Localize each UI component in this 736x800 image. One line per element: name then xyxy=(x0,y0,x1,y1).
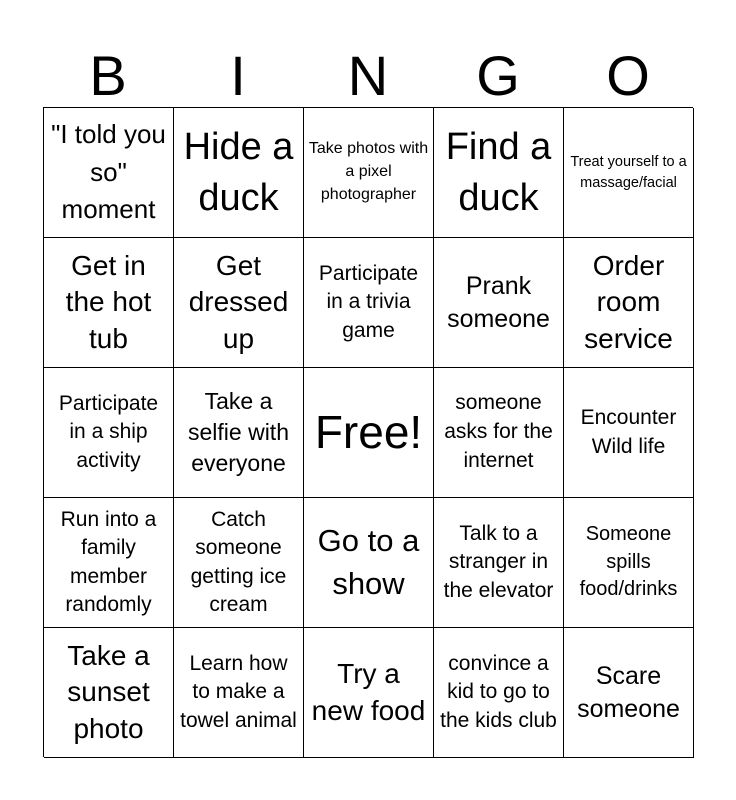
bingo-cell[interactable] xyxy=(564,498,694,628)
bingo-cell[interactable] xyxy=(44,498,174,628)
cell-text: Get in the hot tub xyxy=(65,249,152,354)
bingo-cell[interactable] xyxy=(44,628,174,758)
cell-text: Participate in a trivia game xyxy=(318,261,419,342)
bingo-cell[interactable] xyxy=(304,368,434,498)
cell-text: Prank someone xyxy=(447,272,550,333)
cell-text: Participate in a ship activity xyxy=(58,391,159,472)
bingo-cell[interactable] xyxy=(434,108,564,238)
bingo-cell[interactable] xyxy=(174,628,304,758)
bingo-board xyxy=(43,107,693,757)
cell-text: Hide a duck xyxy=(183,126,294,219)
bingo-cell[interactable] xyxy=(44,368,174,498)
bingo-cell[interactable] xyxy=(434,628,564,758)
cell-text: Talk to a stranger in the elevator xyxy=(443,521,554,602)
cell-text: Scare someone xyxy=(577,662,680,723)
bingo-header xyxy=(43,44,693,108)
cell-text: Order room service xyxy=(584,249,673,354)
cell-text: Find a duck xyxy=(445,126,552,219)
cell-text: Someone spills food/drinks xyxy=(579,523,678,601)
free-space: Free! xyxy=(314,405,423,458)
bingo-cell[interactable] xyxy=(304,108,434,238)
bingo-cell[interactable] xyxy=(564,108,694,238)
bingo-cell[interactable] xyxy=(564,628,694,758)
header-letter-i: I xyxy=(230,44,246,107)
cell-text: convince a kid to go to the kids club xyxy=(440,651,557,732)
bingo-cell[interactable] xyxy=(564,238,694,368)
cell-text: Encounter Wild life xyxy=(580,405,677,458)
bingo-cell[interactable] xyxy=(174,108,304,238)
cell-text: Go to a show xyxy=(317,522,420,601)
cell-text: Learn how to make a towel animal xyxy=(180,651,297,732)
cell-text: Catch someone getting ice cream xyxy=(190,507,287,616)
cell-text: Treat yourself to a massage/facial xyxy=(570,153,687,191)
bingo-cell[interactable] xyxy=(174,238,304,368)
cell-text: Get dressed up xyxy=(188,249,289,354)
bingo-cell[interactable] xyxy=(304,238,434,368)
cell-text: Try a new food xyxy=(311,658,426,726)
bingo-cell[interactable] xyxy=(434,238,564,368)
bingo-cell[interactable] xyxy=(174,498,304,628)
bingo-cell[interactable] xyxy=(304,498,434,628)
cell-text: Take photos with a pixel photographer xyxy=(308,140,429,203)
header-letter-o: O xyxy=(606,44,650,107)
bingo-cell[interactable] xyxy=(434,498,564,628)
bingo-cell[interactable] xyxy=(44,108,174,238)
cell-text: someone asks for the internet xyxy=(444,391,553,472)
header-letter-g: G xyxy=(476,44,520,107)
header-letter-b: B xyxy=(89,44,127,107)
bingo-cell[interactable] xyxy=(44,238,174,368)
cell-text: Take a selfie with everyone xyxy=(188,387,289,477)
bingo-cell[interactable] xyxy=(434,368,564,498)
bingo-cell[interactable] xyxy=(174,368,304,498)
cell-text: Take a sunset photo xyxy=(67,639,150,744)
bingo-cell[interactable] xyxy=(304,628,434,758)
header-letter-n: N xyxy=(347,44,389,107)
cell-text: Run into a family member randomly xyxy=(60,507,157,616)
cell-text: "I told you so" moment xyxy=(51,118,166,225)
bingo-cell[interactable] xyxy=(564,368,694,498)
